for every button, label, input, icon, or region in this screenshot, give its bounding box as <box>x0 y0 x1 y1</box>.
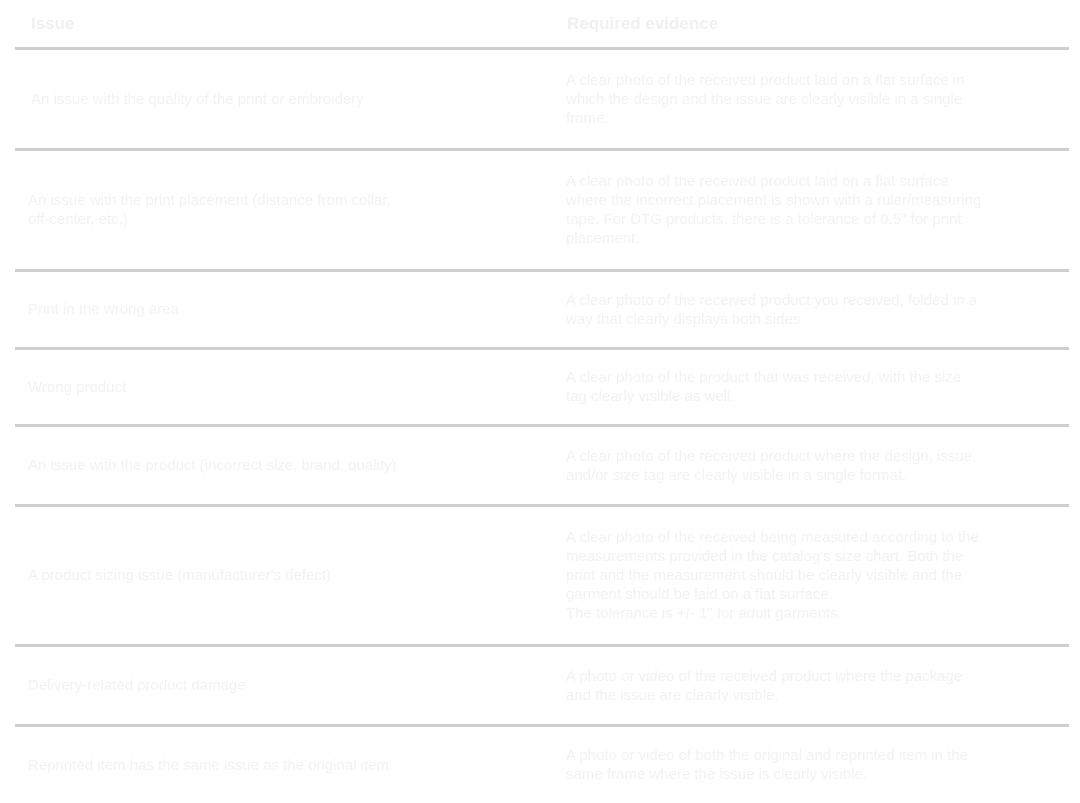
header-required-evidence: Required evidence <box>567 14 719 33</box>
evidence-cell: A clear photo of the received product you received, folded in a way that clearly displays both sides. <box>566 291 978 328</box>
issue-cell: Wrong product <box>28 378 127 396</box>
table-row <box>15 427 1069 507</box>
issue-cell: An issue with the quality of the print or embroidery <box>31 90 364 108</box>
evidence-cell: A clear photo of the received product where the design, issue, and/or size tag are clearly visible in a single format. <box>566 447 977 484</box>
table-row <box>15 647 1069 727</box>
table-row <box>15 507 1069 647</box>
issue-cell: An issue with the print placement (distance from collar, off-center, etc.) <box>28 192 391 228</box>
evidence-cell: A clear photo of the received product laid on a flat surface in which the design and the issue are clearly visible in a single frame. <box>566 71 965 127</box>
table-header <box>15 0 1069 50</box>
table-row <box>15 50 1069 151</box>
issue-cell: An issue with the product (incorrect size, brand, quality) <box>28 457 397 474</box>
table-row <box>15 272 1069 350</box>
issue-cell: Reprinted item has the same issue as the original item <box>28 756 390 774</box>
table-row <box>15 350 1069 427</box>
evidence-cell: A clear photo of the received being measured according to the measurements provided in the catalog's size chart. Both the print and the measurement should be clearly visible and the garment should be laid on a flat surface. The tolerance is +/- 1" for adult garments. <box>566 529 979 622</box>
issue-cell: A product sizing issue (manufacturer's defect) <box>28 567 332 584</box>
evidence-cell: A photo or video of both the original and reprinted item in the same frame where the issue is clearly visible. <box>566 747 968 783</box>
evidence-table <box>15 0 1069 803</box>
table-row <box>15 151 1069 272</box>
header-issue: Issue <box>31 14 75 33</box>
issue-cell: Print in the wrong area <box>28 301 179 318</box>
evidence-cell: A photo or video of the received product where the package and the issue are clearly visible. <box>566 667 963 704</box>
evidence-cell: A clear photo of the product that was received, with the size tag clearly visible as well. <box>566 369 962 405</box>
table-row <box>15 727 1069 803</box>
evidence-cell: A clear photo of the received product laid on a flat surface where the incorrect placement is shown with a ruler/measuring tape. For DTG products, there is a tolerance of 0.5" for print placement. <box>566 173 982 247</box>
issue-cell: Delivery-related product damage <box>28 677 246 694</box>
